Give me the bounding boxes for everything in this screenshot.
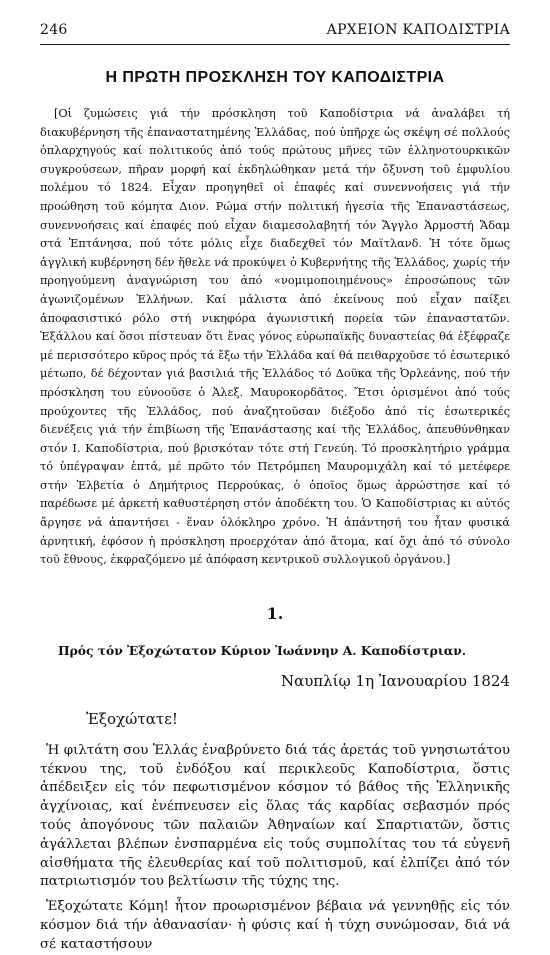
letter-paragraph-2: Ἐξοχώτατε Κόμη! ἦτον προωρισμένον βέβαια νά γεννηθῇς εἰς τόν κόσμον διά τήν ἀθανασίαν· ἡ φύσις καί ἡ τύχη συνώμοσαν, διά νά σέ καταστήσουν bbox=[40, 899, 510, 952]
intro-paragraph: [Οἱ ζυμώσεις γιά τήν πρόσκληση τοῦ Καποδίστρια νά ἀναλάβει τή διακυβέρνηση τῆς ἐπαναστατημένης Ἑλλάδας, πού ὑπῆρχε ὡς σκέψη σέ πολλούς ὁπλαρχηγούς καί πολιτικούς ἀπό τούς πρώτους μῆνες τῶν ἑλληνοτουρκικῶν συγκρούσεων, πῆραν μορφή καί ἐκδηλώθηκαν μετά τήν ὄξυνση τοῦ ἐμφυλίου πολέμου τό 1824. Εἶχαν προηγηθεῖ οἱ ἐπαφές καί συνεννοήσεις γιά τήν προώθηση τοῦ κόμητα Διον. Ρώμα στήν πολιτική ἡγεσία τῆς Ἐπαναστάσεως, συνεννοήσεις καί ἐπαφές πού εἶχαν διαμεσολαβητή τόν Ἄγγλο Ἁρμοστή Ἄδαμ στά Ἑπτάνησα, πού τότε μόλις εἶχε διαδεχθεῖ τόν Μαϊτλανδ. Ἡ τότε ὅμως ἀγγλική κυβέρνηση δέν ἤθελε νά προκύψει ὁ Κυβερνήτης τῆς Ἑλλάδος, χωρίς τήν προηγούμενη ἀναγνώριση του ἀπό «νομιμοποιημένους» ἐπροσώπους τῶν ἀγωνιζομένων Ἑλλήνων. Καί μάλιστα ἀπό ἐκείνους πού εἶχαν παίξει ἀποφασιστικό ρόλο στή νικηφόρα ἀγωνιστική πορεία τῶν ἐπαναστατῶν. Ἐξάλλου καί ὅσοι πίστευαν ὅτι ἕνας γόνος εὐρωπαϊκῆς δυναστείας θά ἐξέφραζε μέ περισσότερο κῦρος πρός τά ἔξω τήν Ἑλλάδα καί θά πειθαρχοῦσε τό ἐσωτερικό μέτωπο, δέ δέχονταν γιά βασιλιά τῆς Ἑλλάδος τό Δοῦκα τῆς Ὀρλεάνης, πού τήν πρόσκληση του εὐνοοῦσε ὁ Ἀλεξ. Μαυροκορδᾶτος. Ἔτσι ὁρισμένοι ἀπό τούς προύχοντες τῆς Ἑλλάδος, πού ἀναζητοῦσαν διέξοδο ἀπό τίς ἐσωτερικές διενέξεις γιά τήν ἐπιβίωση τῆς Ἐπανάστασης καί τῆς Ἑλλάδος, ἀπευθύνθηκαν στόν Ι. Καποδίστρια, πού βρισκόταν τότε στή Γενεύη. Τό προσκλητήριο γράμμα τό ὑπέγραψαν ἑπτά, μέ πρῶτο τόν Πετρόμπεη Μαυρομιχάλη καί τό μετέφερε στήν Ἐλβετία ὁ Δημήτριος Περρούκας, ὁ ὁποῖος ὅμως ἀρρώστησε καί τό παρέδωσε μέ ἀρκετή καθυστέρηση στόν ἀποδέκτη του. Ὁ Καποδίστριας κι αὐτός ἄργησε νά ἀπαντήσει - ἕναν ὁλόκληρο χρόνο. Ἡ ἀπάντησή του ἦταν φυσικά ἀρνητική, ἐφόσον ἡ πρόσκληση προερχόταν ἀπό ἄτομα, καί ὄχι ἀπό τό σύνολο τοῦ ἔθνους, ἐκφραζόμενο μέ ἀπόφαση κεντρικοῦ συλλογικοῦ ὀργάνου.] bbox=[40, 107, 510, 567]
dateline: Ναυπλίῳ 1η Ἰανουαρίου 1824 bbox=[280, 671, 510, 690]
chapter-title: Η ΠΡΩΤΗ ΠΡΟΣΚΛΗΣΗ ΤΟΥ ΚΑΠΟΔΙΣΤΡΙΑ bbox=[105, 69, 445, 86]
letter-paragraph-1: Ἡ φιλτάτη σου Ἑλλάς ἐναβρύνετο διά τάς ἀρετάς τοῦ γνησιωτάτου τέκνου της, τοῦ ἐνδόξου καί περικλεοῦς Καποδίστρια, ὅστις ἀπέδειξεν εἰς τόν πεφωτισμένον κόσμον τό βάθος τῆς Ἑλληνικῆς ἀγχίνοιας, καί ἐνέπνευσεν εἰς ὅλας τάς καρδίας σεβασμόν πρός τούς ἀπογόνους τῶν παλαιῶν Ἀθηναίων καί Σπαρτιατῶν, ὅστις ἀγάλλεται βλέπων ἐνσπαρμένα εἰς τούς συμπολίτας του τά εὐγενῆ αἰσθήματα τῆς ἐλευθερίας καί τοῦ πολιτισμοῦ, καί ἐλπίζει ἀπό τόν πατριωτισμόν του βελτίωσιν τῆς τύχης της. bbox=[40, 742, 510, 890]
running-title: ΑΡΧΕΙΟΝ ΚΑΠΟΔΙΣΤΡΙΑ bbox=[326, 22, 510, 38]
salutation: Ἐξοχώτατε! bbox=[86, 709, 178, 728]
page-number: 246 bbox=[40, 22, 68, 38]
document-number: 1. bbox=[266, 603, 284, 623]
running-header bbox=[40, 22, 510, 45]
recipient-line: Πρός τόν Ἐξοχώτατον Κύριον Ἰωάννην Α. Καποδίστριαν. bbox=[58, 642, 467, 658]
